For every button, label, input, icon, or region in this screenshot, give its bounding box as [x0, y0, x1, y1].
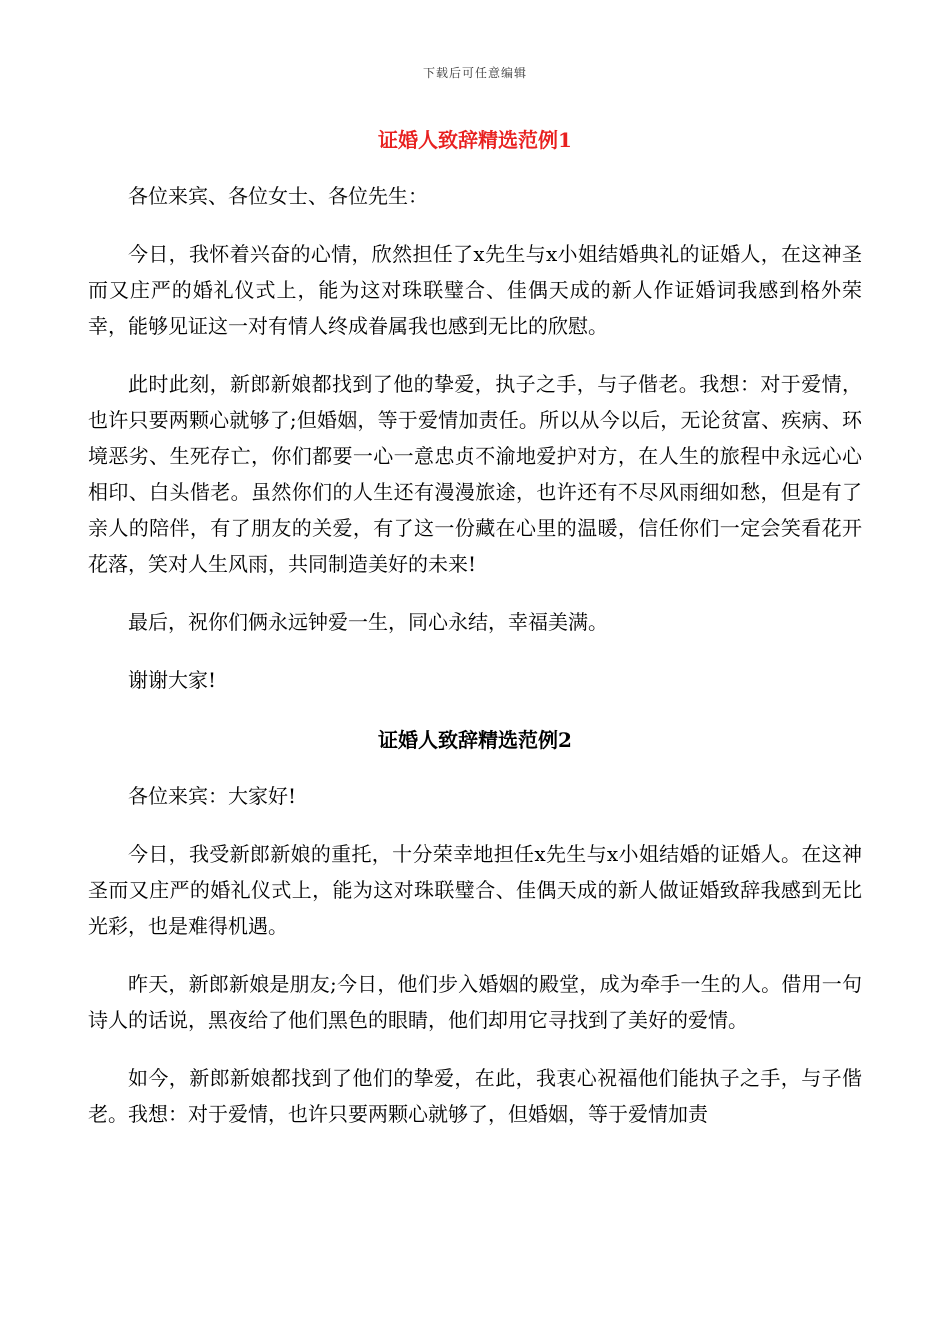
section-1	[88, 120, 862, 698]
section-1-closing: 谢谢大家!	[128, 668, 217, 692]
document-body	[88, 120, 862, 1132]
section-1-salutation: 各位来宾、各位女士、各位先生：	[128, 184, 428, 208]
section-2-salutation: 各位来宾：大家好!	[128, 784, 297, 808]
section-2-paragraph-3: 如今，新郎新娘都找到了他们的挚爱，在此，我衷心祝福他们能执子之手，与子偕老。我想：对于爱情，也许只要两颗心就够了，但婚姻，等于爱情加责	[88, 1066, 862, 1126]
section-1-paragraph-3: 最后，祝你们俩永远钟爱一生，同心永结，幸福美满。	[128, 610, 608, 634]
section-2-title: 证婚人致辞精选范例2	[378, 728, 572, 752]
header-note: 下载后可任意编辑	[422, 66, 527, 80]
section-2-paragraph-2: 昨天，新郎新娘是朋友;今日，他们步入婚姻的殿堂，成为牵手一生的人。借用一句诗人的话说，黑夜给了他们黑色的眼睛，他们却用它寻找到了美好的爱情。	[88, 972, 862, 1032]
section-1-title: 证婚人致辞精选范例1	[378, 128, 572, 152]
section-1-paragraph-2: 此时此刻，新郎新娘都找到了他的挚爱，执子之手，与子偕老。我想：对于爱情，也许只要两颗心就够了;但婚姻，等于爱情加责任。所以从今以后，无论贫富、疾病、环境恶劣、生死存亡，你们都要一心一意忠贞不渝地爱护对方，在人生的旅程中永远心心相印、白头偕老。虽然你们的人生还有漫漫旅途，也许还有不尽风雨细如愁，但是有了亲人的陪伴，有了朋友的关爱，有了这一份藏在心里的温暖，信任你们一定会笑看花开花落，笑对人生风雨，共同制造美好的未来!	[88, 372, 862, 576]
section-1-paragraph-1: 今日，我怀着兴奋的心情，欣然担任了x先生与x小姐结婚典礼的证婚人，在这神圣而又庄严的婚礼仪式上，能为这对珠联璧合、佳偶天成的新人作证婚词我感到格外荣幸，能够见证这一对有情人终成眷属我也感到无比的欣慰。	[88, 242, 862, 338]
section-2	[88, 720, 862, 1132]
section-2-paragraph-1: 今日，我受新郎新娘的重托，十分荣幸地担任x先生与x小姐结婚的证婚人。在这神圣而又庄严的婚礼仪式上，能为这对珠联璧合、佳偶天成的新人做证婚致辞我感到无比光彩，也是难得机遇。	[88, 842, 862, 938]
